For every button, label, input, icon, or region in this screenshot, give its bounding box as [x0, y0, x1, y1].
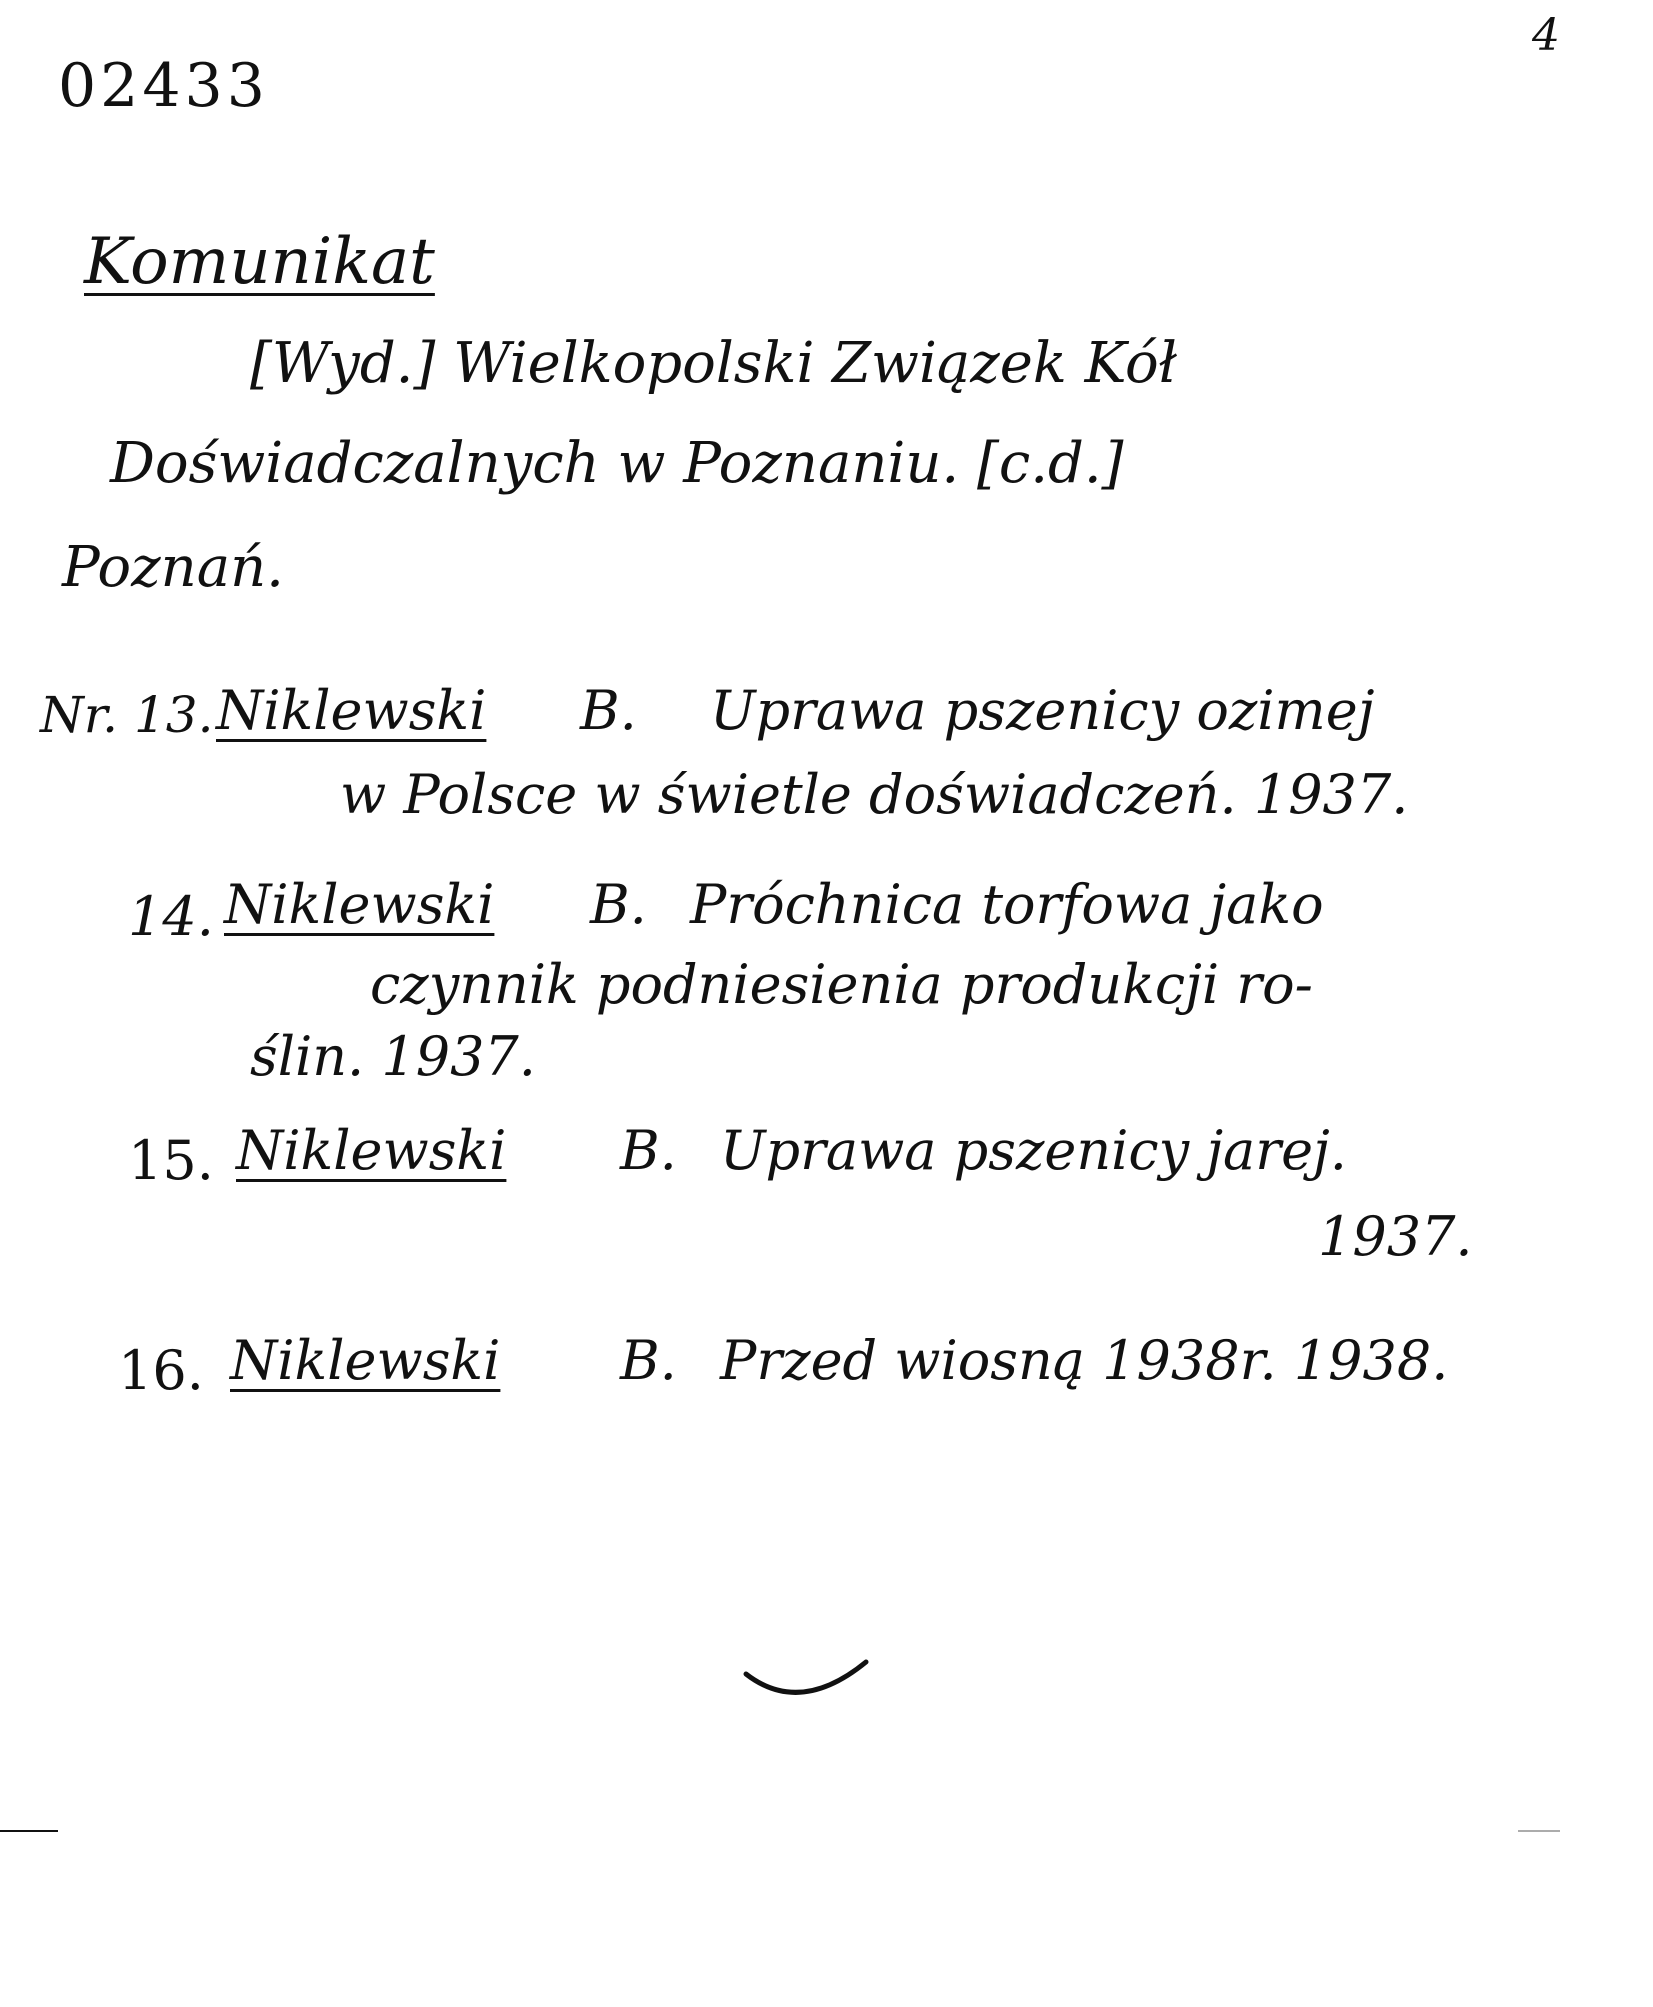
- entry-author: Niklewski: [216, 679, 487, 742]
- entry-title-line-1: Przed wiosną 1938r. 1938.: [720, 1329, 1449, 1392]
- publisher-line-1: [Wyd.] Wielkopolski Związek Kół: [250, 331, 1177, 396]
- card-title: Komunikat: [84, 225, 435, 299]
- entry-number: 15.: [128, 1129, 214, 1192]
- entry-number: Nr. 13.: [40, 686, 214, 744]
- entry-initial: B.: [590, 873, 647, 936]
- entry-title-line-1: Uprawa pszenicy jarej.: [720, 1119, 1347, 1182]
- entry-title-line-2: czynnik podniesienia produkcji ro-: [370, 953, 1313, 1016]
- entry-initial: B.: [620, 1329, 677, 1392]
- punch-hole-arc: [740, 1658, 880, 1718]
- call-number: 02433: [58, 51, 269, 121]
- entry-initial: B.: [580, 679, 637, 742]
- entry-title-line-3: ślin. 1937.: [250, 1025, 536, 1088]
- entry-title-line-2: 1937.: [1318, 1205, 1473, 1268]
- entry-initial: B.: [620, 1119, 677, 1182]
- entry-title-line-2: w Polsce w świetle doświadczeń. 1937.: [340, 763, 1409, 826]
- entry-number: 14.: [128, 885, 214, 948]
- entry-number: 16.: [118, 1339, 204, 1402]
- corner-number: 4: [1532, 10, 1560, 61]
- left-edge-rule: [0, 1830, 58, 1832]
- entry-title-line-1: Próchnica torfowa jako: [690, 873, 1324, 936]
- entry-author: Niklewski: [236, 1119, 507, 1182]
- publication-place: Poznań.: [62, 535, 284, 600]
- publisher-line-2: Doświadczalnych w Poznaniu. [c.d.]: [110, 431, 1124, 496]
- right-edge-rule: [1518, 1830, 1560, 1832]
- entry-title-line-1: Uprawa pszenicy ozimej: [710, 679, 1375, 742]
- entry-author: Niklewski: [230, 1329, 501, 1392]
- entry-author: Niklewski: [224, 873, 495, 936]
